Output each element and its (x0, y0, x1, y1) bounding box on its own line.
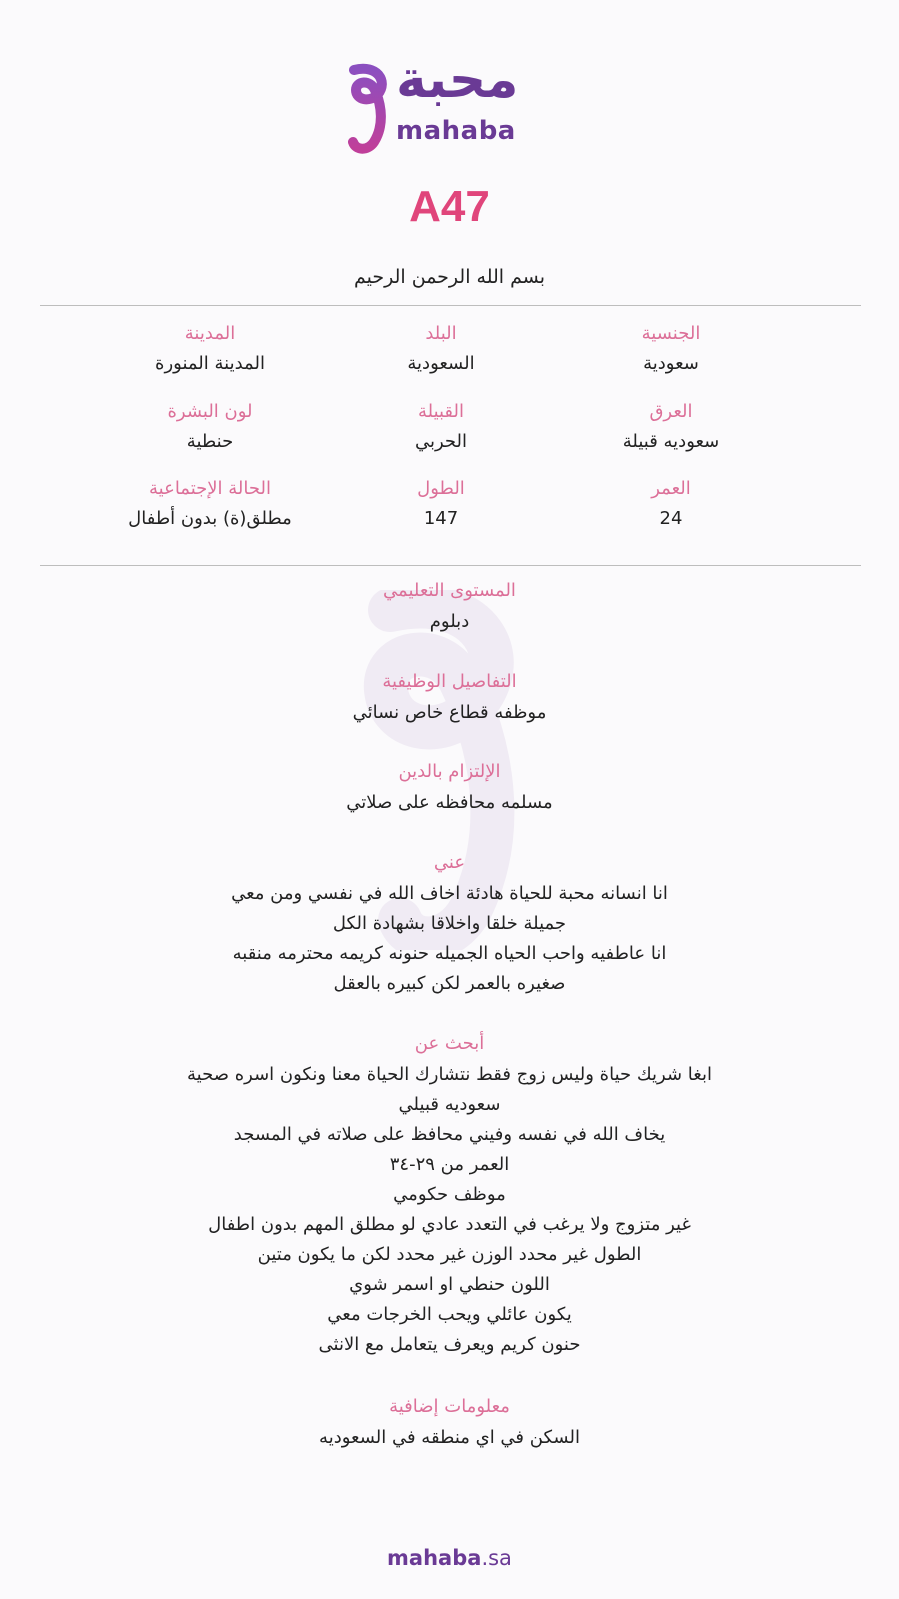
divider-top (40, 305, 861, 306)
footer-brand: mahaba (387, 1546, 482, 1570)
section-line: دبلوم (429, 611, 470, 632)
field-city (80, 322, 340, 376)
field-label: القبيلة (417, 401, 465, 422)
field-country (311, 322, 571, 376)
field-value: 147 (423, 508, 459, 529)
field-skin-color (80, 400, 340, 454)
section-line: ابغا شريك حياة وليس زوج فقط نتشارك الحياة معنا ونكون اسره صحية (187, 1064, 712, 1085)
field-value: 24 (659, 508, 683, 529)
section-line: صغيره بالعمر لكن كبيره بالعقل (333, 973, 566, 994)
brand-name-ar: محبة (396, 50, 519, 110)
field-marital-status (80, 477, 340, 531)
field-value: سعودية (643, 353, 699, 374)
section-line: غير متزوج ولا يرغب في التعدد عادي لو مطلق المهم بدون اطفال (208, 1214, 691, 1235)
field-label: الجنسية (641, 323, 701, 344)
field-age (541, 477, 801, 531)
profile-code: A47 (409, 182, 490, 231)
field-value: السعودية (407, 353, 475, 374)
section-extra (60, 1395, 839, 1453)
field-label: الطول (417, 478, 465, 499)
section-title: عني (433, 852, 466, 873)
field-label: البلد (425, 323, 457, 344)
section-line: يخاف الله في نفسه وفيني محافظ على صلاته في المسجد (233, 1124, 666, 1145)
field-label: لون البشرة (167, 401, 253, 422)
section-line: انا عاطفيه واحب الحياه الجميله حنونه كريمه محترمه منقبه (232, 943, 667, 964)
field-ethnicity (541, 400, 801, 454)
section-line: مسلمه محافظه على صلاتي (346, 792, 553, 813)
field-height (311, 477, 571, 531)
section-line: موظف حكومي (393, 1184, 506, 1205)
section-job (60, 670, 839, 728)
field-value: مطلق(ة) بدون أطفال (128, 508, 292, 529)
field-value: المدينة المنورة (155, 353, 265, 374)
mahaba-logo (340, 50, 570, 158)
field-nationality (541, 322, 801, 376)
field-value: الحربي (414, 431, 468, 452)
field-label: العرق (649, 401, 693, 422)
section-line: الطول غير محدد الوزن غير محدد لكن ما يكون متين (257, 1244, 642, 1265)
section-education (60, 579, 839, 637)
section-title: التفاصيل الوظيفية (382, 671, 517, 692)
brand-name-en: mahaba (396, 116, 516, 146)
section-title: الإلتزام بالدين (398, 761, 501, 782)
field-label: المدينة (184, 323, 236, 344)
section-line: موظفه قطاع خاص نسائي (352, 702, 547, 723)
section-title: أبحث عن (414, 1033, 485, 1054)
footer-tld: .sa (481, 1546, 512, 1570)
section-line: العمر من ٢٩-٣٤ (389, 1154, 510, 1175)
section-line: سعوديه قبيلي (398, 1094, 501, 1115)
divider-middle (40, 565, 861, 566)
section-line: اللون حنطي او اسمر شوي (349, 1274, 550, 1295)
section-seeking (60, 1032, 839, 1360)
section-line: جميلة خلقا واخلاقا بشهادة الكل (332, 913, 567, 934)
section-about (60, 851, 839, 999)
footer-website[interactable] (0, 1546, 899, 1570)
field-value: سعوديه قبيلة (622, 431, 720, 452)
field-label: العمر (651, 478, 691, 499)
basmala: بسم الله الرحمن الرحيم (354, 266, 545, 288)
field-tribe (311, 400, 571, 454)
section-line: حنون كريم ويعرف يتعامل مع الانثى (318, 1334, 581, 1355)
field-label: الحالة الإجتماعية (149, 478, 271, 499)
section-title: المستوى التعليمي (383, 580, 516, 601)
section-line: يكون عائلي ويحب الخرجات معي (327, 1304, 572, 1325)
section-line: انا انسانه محبة للحياة هادئة اخاف الله في نفسي ومن معي (231, 883, 668, 904)
section-line: السكن في اي منطقه في السعوديه (319, 1427, 580, 1448)
mahaba-logo-icon (340, 62, 390, 154)
section-religion (60, 760, 839, 818)
field-value: حنطية (186, 431, 234, 452)
section-title: معلومات إضافية (389, 1396, 510, 1417)
